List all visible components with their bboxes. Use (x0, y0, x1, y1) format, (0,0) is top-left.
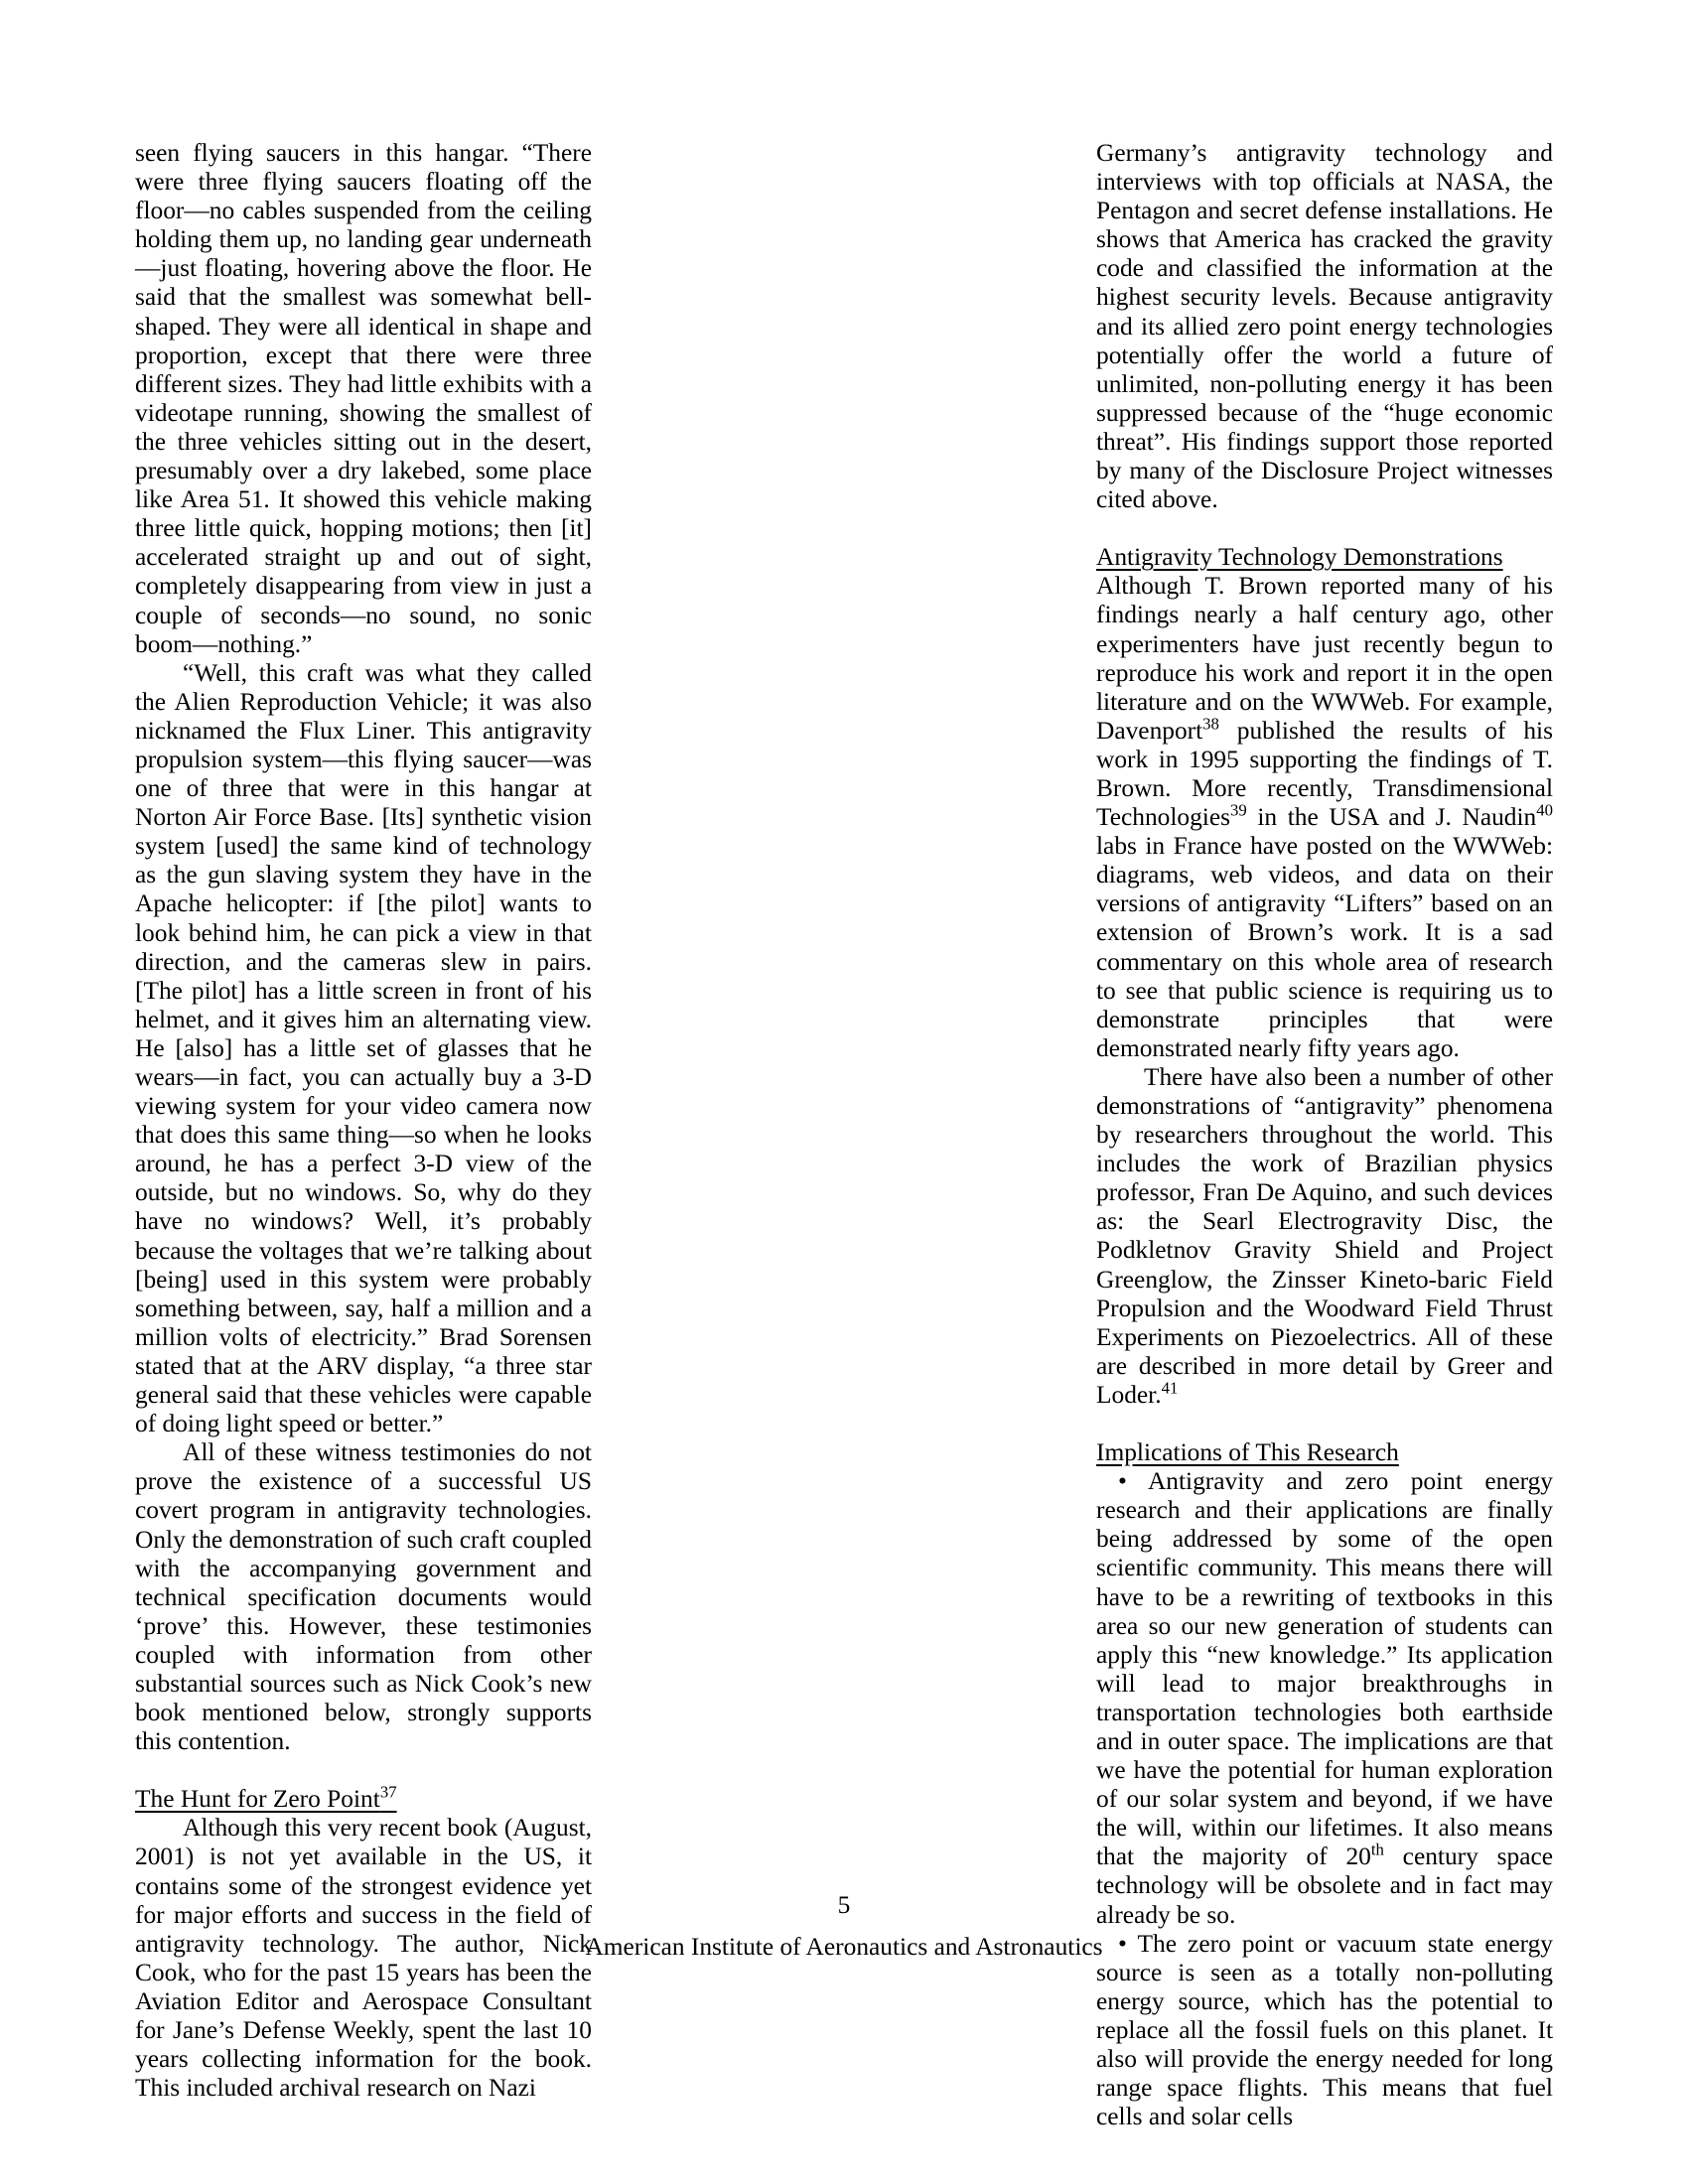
section-heading-hunt-for-zero-point (135, 1782, 592, 1814)
footnote-marker: 38 (1202, 714, 1219, 734)
paragraph: All of these witness testimonies do not prove the existence of a successful US covert program in antigravity technologies. Only the demonstration of such craft coupled with the accompanying government and technical specification documents would ‘prove’ this. However, these testimonies coupled with information from other substantial sources such as Nick Cook’s new book mentioned below, strongly supports this contention. (135, 1438, 592, 1756)
paragraph: seen flying saucers in this hangar. “There were three flying saucers floating off the floor—no cables suspended from the ceiling holding them up, no landing gear underneath—just floating, hovering above the floor. He said that the smallest was somewhat bell-shaped. They were all identical in shape and proportion, except that there were three different sizes. They had little exhibits with a videotape running, showing the smallest of the three vehicles sitting out in the desert, presumably over a dry lakebed, some place like Area 51. It showed this vehicle making three little quick, hopping motions; then [it] accelerated straight up and out of sight, completely disappearing from view in just a couple of seconds—no sound, no sonic boom—nothing.” (135, 139, 592, 658)
page-number: 5 (837, 1891, 851, 1919)
paragraph: Although this very recent book (August, 2001) is not yet available in the US, it contains some of the strongest evidence yet for major efforts and success in the field of antigravity technology. The author, Nick Cook, who for the past 15 years has been the Aviation Editor and Aerospace Consultant for Jane’s Defense Weekly, spent the last 10 years collecting information for the book. This included archival research on Nazi (135, 1814, 592, 2103)
paragraph: Germany’s antigravity technology and interviews with top officials at NASA, the Pentagon and secret defense installations. He shows that America has cracked the gravity code and classified the information at the highest security levels. Because antigravity and its allied zero point energy technologies potentially offer the world a future of unlimited, non-polluting energy it has been suppressed because of the “huge economic threat”. His findings support those reported by many of the Disclosure Project witnesses cited above. (1096, 139, 1553, 514)
bullet-paragraph: • The zero point or vacuum state energy source is seen as a totally non-polluting energy source, which has the potential to replace all the fossil fuels on this planet. It also will provide the energy needed for long range space flights. This means that fuel cells and solar cells (1096, 1929, 1553, 2131)
paragraph: There have also been a number of other demonstrations of “antigravity” phenomena by researchers throughout the world. This includes the work of Brazilian physics professor, Fran De Aquino, and such devices as: the Searl Electrogravity Disc, the Podkletnov Gravity Shield and Project Greenglow, the Zinsser Kineto-baric Field Propulsion and the Woodward Field Thrust Experiments on Piezoelectrics. All of these are described in more detail by Greer and Loder.$^{41}$ (1096, 1062, 1553, 1409)
two-column-body (135, 139, 1553, 2131)
section-heading-implications (1096, 1438, 1553, 1467)
paragraph-spacer (1096, 1410, 1553, 1438)
footnote-marker: 37 (379, 1782, 397, 1802)
paragraph-spacer (1096, 514, 1553, 543)
footnote-marker: th (1370, 1840, 1384, 1859)
section-heading-text: Implications of This Research (1096, 1438, 1399, 1467)
footnote-marker: 40 (1536, 800, 1553, 820)
section-heading-antigravity-demonstrations (1096, 543, 1553, 572)
paragraph: “Well, this craft was what they called the Alien Reproduction Vehicle; it was also nicknamed the Flux Liner. This antigravity propulsion system—this flying saucer—was one of three that were in this hangar at Norton Air Force Base. [Its] synthetic vision system [used] the same kind of technology as the gun slaving system they have in the Apache helicopter: if [the pilot] wants to look behind him, he can pick a view in that direction, and the cameras slew in pairs. [The pilot] has a little screen in front of his helmet, and it gives him an alternating view. He [also] has a little set of glasses that he wears—in fact, you can actually buy a 3-D viewing system for your video camera now that does this same thing—so when he looks around, he has a perfect 3-D view of the outside, but no windows. So, why do they have no windows? Well, it’s probably because the voltages that we’re talking about [being] used in this system were probably something between, say, half a million and a million volts of electricity.” Brad Sorensen stated that at the ARV display, “a three star general said that these vehicles were capable of doing light speed or better.” (135, 658, 592, 1438)
right-column (1096, 139, 1553, 2131)
footnote-marker: 39 (1230, 800, 1247, 820)
page-footer: American Institute of Aeronautics and Astronautics (585, 1933, 1103, 1961)
paragraph: Although T. Brown reported many of his findings nearly a half century ago, other experimenters have just recently begun to reproduce his work and report it in the open literature and on the WWWeb. For example, Davenport$^{38}$ published the results of his work in 1995 supporting the findings of T. Brown. More recently, Transdimensional Technologies$^{39}$ in the USA and J. Naudin$^{40}$ labs in France have posted on the WWWeb: diagrams, web videos, and data on their versions of antigravity “Lifters” based on an extension of Brown’s work. It is a sad commentary on this whole area of research to see that public science is requiring us to demonstrate principles that were demonstrated nearly fifty years ago. (1096, 572, 1553, 1062)
footnote-marker: 41 (1161, 1378, 1179, 1398)
paragraph-spacer (135, 1756, 592, 1785)
section-heading-text: Antigravity Technology Demonstrations (1096, 543, 1503, 572)
section-heading-text: The Hunt for Zero Point (135, 1785, 380, 1814)
left-column (135, 139, 592, 2103)
bullet-paragraph: • Antigravity and zero point energy research and their applications are finally being addressed by some of the open scientific community. This means there will have to be a rewriting of textbooks in this area so our new generation of students can apply this “new knowledge.” Its application will lead to major breakthroughs in transportation technologies both earthside and in outer space. The implications are that we have the potential for human exploration of our solar system and beyond, if we have the will, within our lifetimes. It also means that the majority of 20th century space technology will be obsolete and in fact may already be so. (1096, 1467, 1554, 1929)
